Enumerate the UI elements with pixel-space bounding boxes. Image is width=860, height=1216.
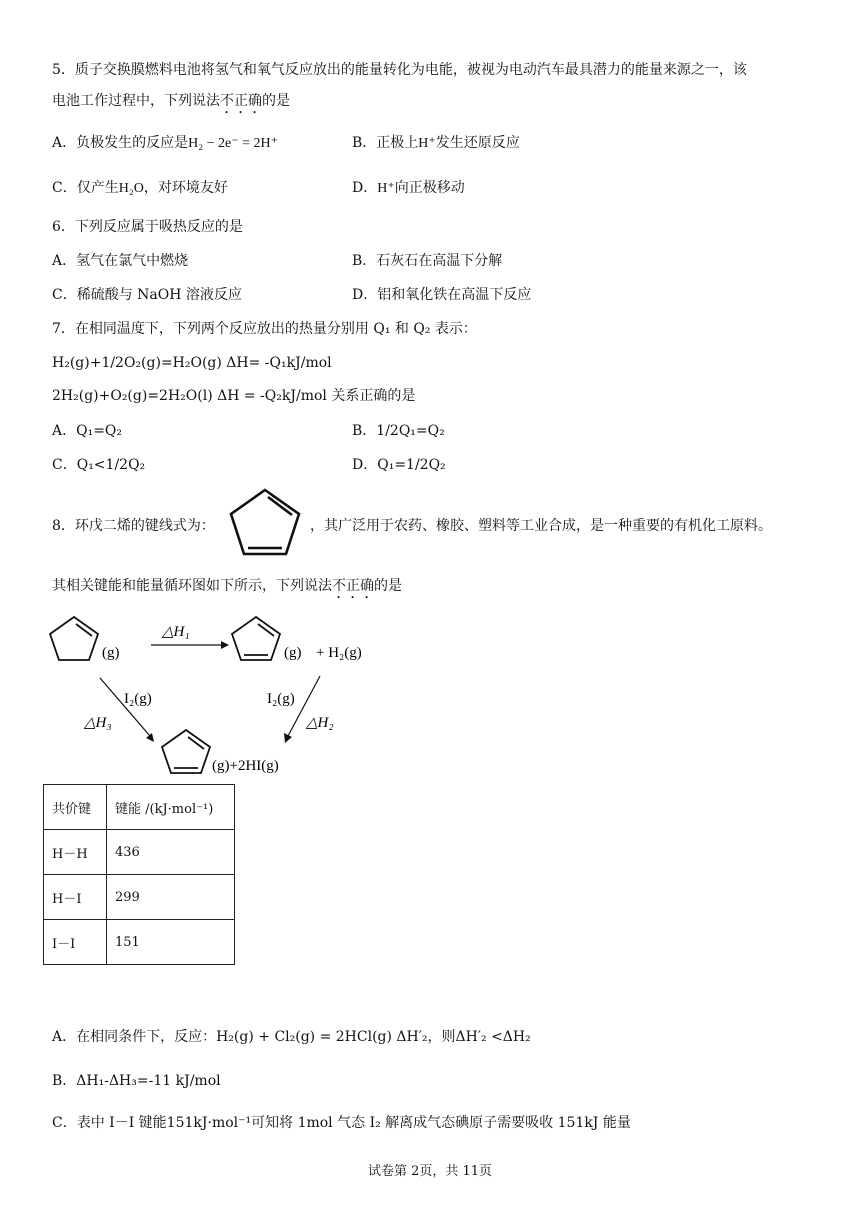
q5-stem-line1: 5．质子交换膜燃料电池将氢气和氧气反应放出的能量转化为电能，被视为电动汽车最具潜力的能量来源之一，该 xyxy=(52,62,747,78)
q7-option-d: D．Q₁=1/2Q₂ xyxy=(352,457,446,473)
q8-option-a: A．在相同条件下，反应：H₂(g) + Cl₂(g) = 2HCl(g) ΔH′₂，则ΔH′₂ <ΔH₂ xyxy=(52,1029,531,1045)
cyclopentadiene-structure-image xyxy=(224,484,306,560)
q7-option-b: B．1/2Q₁=Q₂ xyxy=(352,423,445,439)
table-row xyxy=(44,875,235,920)
table-header-cell: 共价键 xyxy=(44,785,107,830)
label-dh1: △H₁ xyxy=(162,624,190,640)
q7-equation-1: H₂(g)+1/2O₂(g)=H₂O(g) ΔH= -Q₁kJ/mol xyxy=(52,355,332,371)
q6-stem: 6．下列反应属于吸热反应的是 xyxy=(52,219,243,235)
bond-energy-table xyxy=(43,784,235,965)
q6-option-d: D．铝和氧化铁在高温下反应 xyxy=(352,287,532,303)
q5-option-d: D．H⁺向正极移动 xyxy=(352,180,465,196)
label-dh3: △H₃ xyxy=(84,715,112,731)
q6-option-c: C．稀硫酸与 NaOH 溶液反应 xyxy=(52,287,242,303)
table-row xyxy=(44,830,235,875)
energy-cycle-diagram xyxy=(40,612,400,782)
table-cell: H－I xyxy=(44,875,107,920)
q5-option-a: A．负极发生的反应是H₂ − 2e⁻ = 2H⁺ xyxy=(52,135,279,151)
label-i2-left: I₂(g) xyxy=(124,691,152,707)
table-cell: 436 xyxy=(107,830,235,875)
state-g-left: (g) xyxy=(102,645,120,661)
label-dh2: △H₂ xyxy=(306,715,334,731)
q5-option-c: C．仅产生H₂O，对环境友好 xyxy=(52,180,228,196)
table-row xyxy=(44,785,235,830)
cyclopentene-molecule-left xyxy=(50,617,98,660)
q8-option-c: C．表中 I－I 键能151kJ·mol⁻¹可知将 1mol 气态 I₂ 解离成气态碘原子需要吸收 151kJ 能量 xyxy=(52,1115,631,1131)
table-cell: I－I xyxy=(44,920,107,965)
q7-option-c: C．Q₁<1/2Q₂ xyxy=(52,457,146,473)
cyclopentadiene-molecule-product xyxy=(162,730,210,773)
table-header-cell: 键能 /(kJ·mol⁻¹) xyxy=(107,785,235,830)
q8-stem-b: ，其广泛用于农药、橡胶、塑料等工业合成，是一种重要的有机化工原料。 xyxy=(310,518,772,534)
q7-stem: 7．在相同温度下，下列两个反应放出的热量分别用 Q₁ 和 Q₂ 表示： xyxy=(52,321,477,337)
page-footer: 试卷第 2页，共 11页 xyxy=(367,1164,493,1179)
q8-stem-a: 8．环戊二烯的键线式为： xyxy=(52,518,215,534)
state-g-right: (g) xyxy=(284,645,302,661)
table-cell: 151 xyxy=(107,920,235,965)
q7-option-a: A．Q₁=Q₂ xyxy=(52,423,123,439)
q8-stem-line2: 其相关键能和能量循环图如下所示，下列说法不正确的是 xyxy=(52,578,402,594)
q5-stem-line2: 电池工作过程中，下列说法不正确的是 xyxy=(52,93,290,109)
cyclopentadiene-molecule-right xyxy=(232,617,280,660)
q6-option-a: A．氢气在氯气中燃烧 xyxy=(52,253,189,269)
table-cell: 299 xyxy=(107,875,235,920)
table-row xyxy=(44,920,235,965)
q7-equation-2: 2H₂(g)+O₂(g)=2H₂O(l) ΔH = -Q₂kJ/mol 关系正确的是 xyxy=(52,388,416,404)
q8-option-b: B．ΔH₁-ΔH₃=-11 kJ/mol xyxy=(52,1073,221,1089)
emphasis-not-correct: 不正确 xyxy=(332,578,374,594)
emphasis-not-correct: 不正确 xyxy=(220,93,262,109)
product-label: (g)+2HI(g) xyxy=(212,758,279,774)
plus-h2: + H₂(g) xyxy=(316,645,362,661)
table-cell: H－H xyxy=(44,830,107,875)
q6-option-b: B．石灰石在高温下分解 xyxy=(352,253,503,269)
q5-option-b: B．正极上H⁺发生还原反应 xyxy=(352,135,520,151)
label-i2-right: I₂(g) xyxy=(267,691,295,707)
